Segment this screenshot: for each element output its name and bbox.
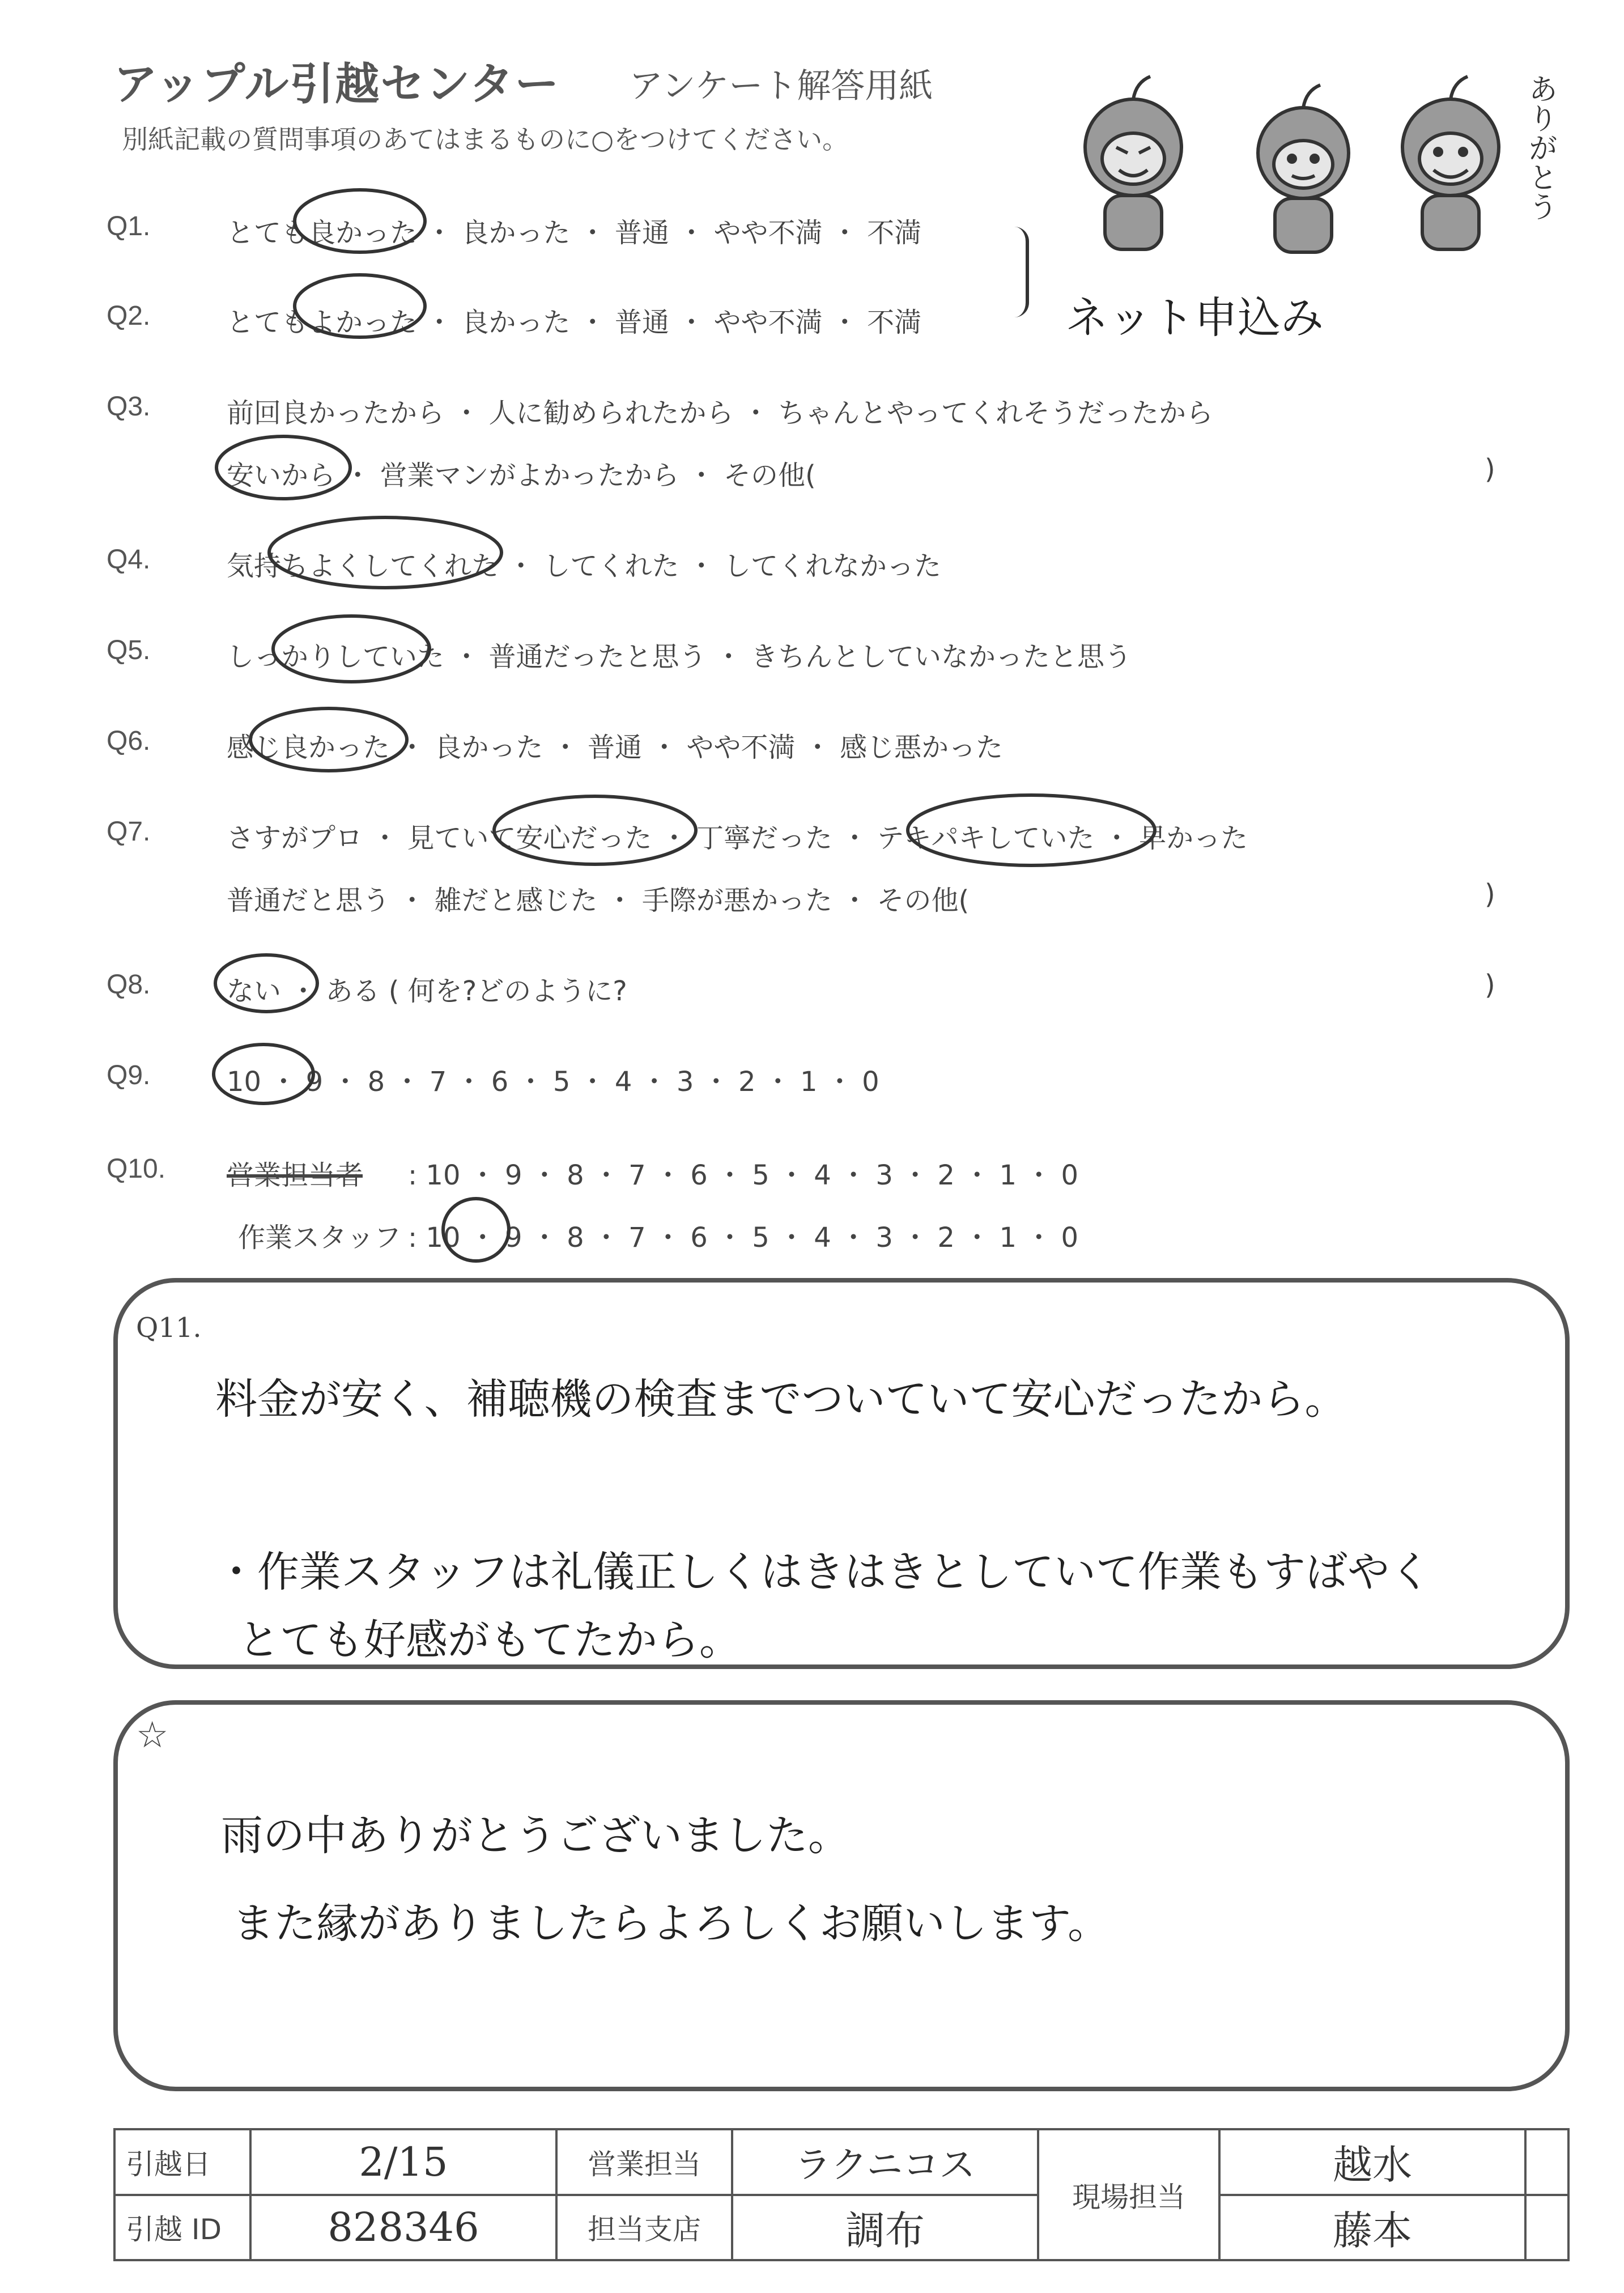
question-label: Q3.: [107, 392, 151, 422]
question-options: 前回良かったから ・ 人に勧められたから ・ ちゃんとやってくれそうだったから: [227, 397, 1214, 429]
move-info-table: [113, 2128, 1570, 2261]
answer-circle: [210, 428, 357, 507]
sales-label: 営業担当: [556, 2129, 732, 2195]
move-date-label: 引越日: [114, 2129, 250, 2195]
question-label: Q7.: [107, 817, 151, 847]
site-value-1: 越水: [1219, 2129, 1525, 2195]
comment-line: 雨の中ありがとうございました。: [221, 1811, 850, 1860]
answer-circle: [207, 1037, 320, 1111]
question-label: Q6.: [107, 726, 151, 756]
sales-value: ラクニコス: [732, 2129, 1038, 2195]
branch-label: 担当支店: [556, 2195, 732, 2261]
question-options: とても良かった ・ 良かった ・ 普通 ・ やや不満 ・ 不満: [227, 217, 922, 249]
question-label: Q10.: [107, 1154, 166, 1184]
answer-circle: [901, 785, 1162, 876]
form-instruction: 別紙記載の質問事項のあてはまるものに○をつけてください。: [122, 124, 849, 155]
move-id-label: 引越 ID: [114, 2195, 250, 2261]
bracket-line: [1014, 227, 1029, 317]
monkey-mascots-illustration: [1054, 62, 1564, 266]
comment-line: また縁がありましたらよろしくお願いします。: [232, 1899, 1110, 1948]
move-date-value: 2/15: [250, 2129, 556, 2195]
question-options: 感じ良かった ・ 良かった ・ 普通 ・ やや不満 ・ 感じ悪かった: [227, 732, 1004, 763]
form-subtitle: アンケート解答用紙: [629, 66, 933, 106]
question-label: Q5.: [107, 635, 151, 665]
question-options: 10 ・ 9 ・ 8 ・ 7 ・ 6 ・ 5 ・ 4 ・ 3 ・ 2 ・ 1 ・ 0: [227, 1066, 879, 1098]
question-options: しっかりしていた ・ 普通だったと思う ・ きちんとしていなかったと思う: [227, 641, 1132, 673]
answer-circle: [244, 700, 414, 779]
answer-circle: [487, 788, 703, 873]
question-label: Q1.: [107, 211, 151, 241]
close-paren: ): [1485, 878, 1495, 910]
empty-cell: [1525, 2195, 1568, 2261]
star-label: ☆: [136, 1714, 169, 1756]
question-label: Q4.: [107, 545, 151, 575]
answer-circle: [210, 946, 323, 1020]
site-label: 現場担当: [1038, 2129, 1219, 2260]
answer-circle: [266, 606, 436, 691]
monkey-mascot-icon: [1085, 77, 1181, 249]
rating-role-sales: 営業担当者: [227, 1160, 363, 1191]
answer-circle: [436, 1190, 516, 1269]
question-options: とてもよかった ・ 良かった ・ 普通 ・ やや不満 ・ 不満: [227, 307, 922, 338]
close-paren: ): [1485, 453, 1495, 485]
rating-role-staff: 作業スタッフ: [238, 1222, 402, 1254]
question-options: さすがプロ ・ 見ていて安心だった ・ 丁寧だった ・ テキパキしていた ・ 早かった: [227, 822, 1248, 854]
q11-label: Q11.: [136, 1312, 202, 1344]
site-value-2: 藤本: [1219, 2195, 1525, 2261]
question-options: 気持ちよくしてくれた ・ してくれた ・ してくれなかった: [227, 550, 942, 582]
branch-value: 調布: [732, 2195, 1038, 2261]
handwritten-note: ネット申込み: [1065, 292, 1324, 343]
answer-circle: [289, 181, 431, 261]
close-paren: ): [1485, 969, 1495, 1001]
monkey-mascot-icon: [1258, 85, 1349, 252]
answer-circle: [289, 266, 431, 346]
question-label: Q9.: [107, 1060, 151, 1090]
q11-answer-line: とても好感がもてたから。: [238, 1616, 741, 1664]
thanks-text: ありがとう: [1523, 74, 1557, 221]
monkey-mascot-icon: [1402, 77, 1499, 249]
question-options-line2: 普通だと思う ・ 雑だと感じた ・ 手際が悪かった ・ その他(: [227, 885, 970, 916]
empty-cell: [1525, 2129, 1568, 2195]
question-options: ない ・ ある ( 何を?どのように?: [227, 975, 627, 1007]
question-options-line2: 安いから ・ 営業マンがよかったから ・ その他(: [227, 460, 816, 491]
move-id-value: 828346: [250, 2195, 556, 2261]
rating-scale: : 10 ・ 9 ・ 8 ・ 7 ・ 6 ・ 5 ・ 4 ・ 3 ・ 2 ・ 1 ・ 0: [408, 1160, 1079, 1191]
form-title: アップル引越センター: [113, 59, 560, 110]
question-label: Q2.: [107, 301, 151, 331]
answer-circle: [261, 507, 510, 598]
question-label: Q8.: [107, 970, 151, 1000]
q11-answer-line: 料金が安く、補聴機の検査までついていて安心だったから。: [215, 1375, 1347, 1424]
q11-answer-line: ・作業スタッフは礼儀正しくはきはきとしていて作業もすばやく: [215, 1548, 1431, 1596]
rating-scale: : 10 ・ 9 ・ 8 ・ 7 ・ 6 ・ 5 ・ 4 ・ 3 ・ 2 ・ 1 ・ 0: [408, 1222, 1079, 1254]
